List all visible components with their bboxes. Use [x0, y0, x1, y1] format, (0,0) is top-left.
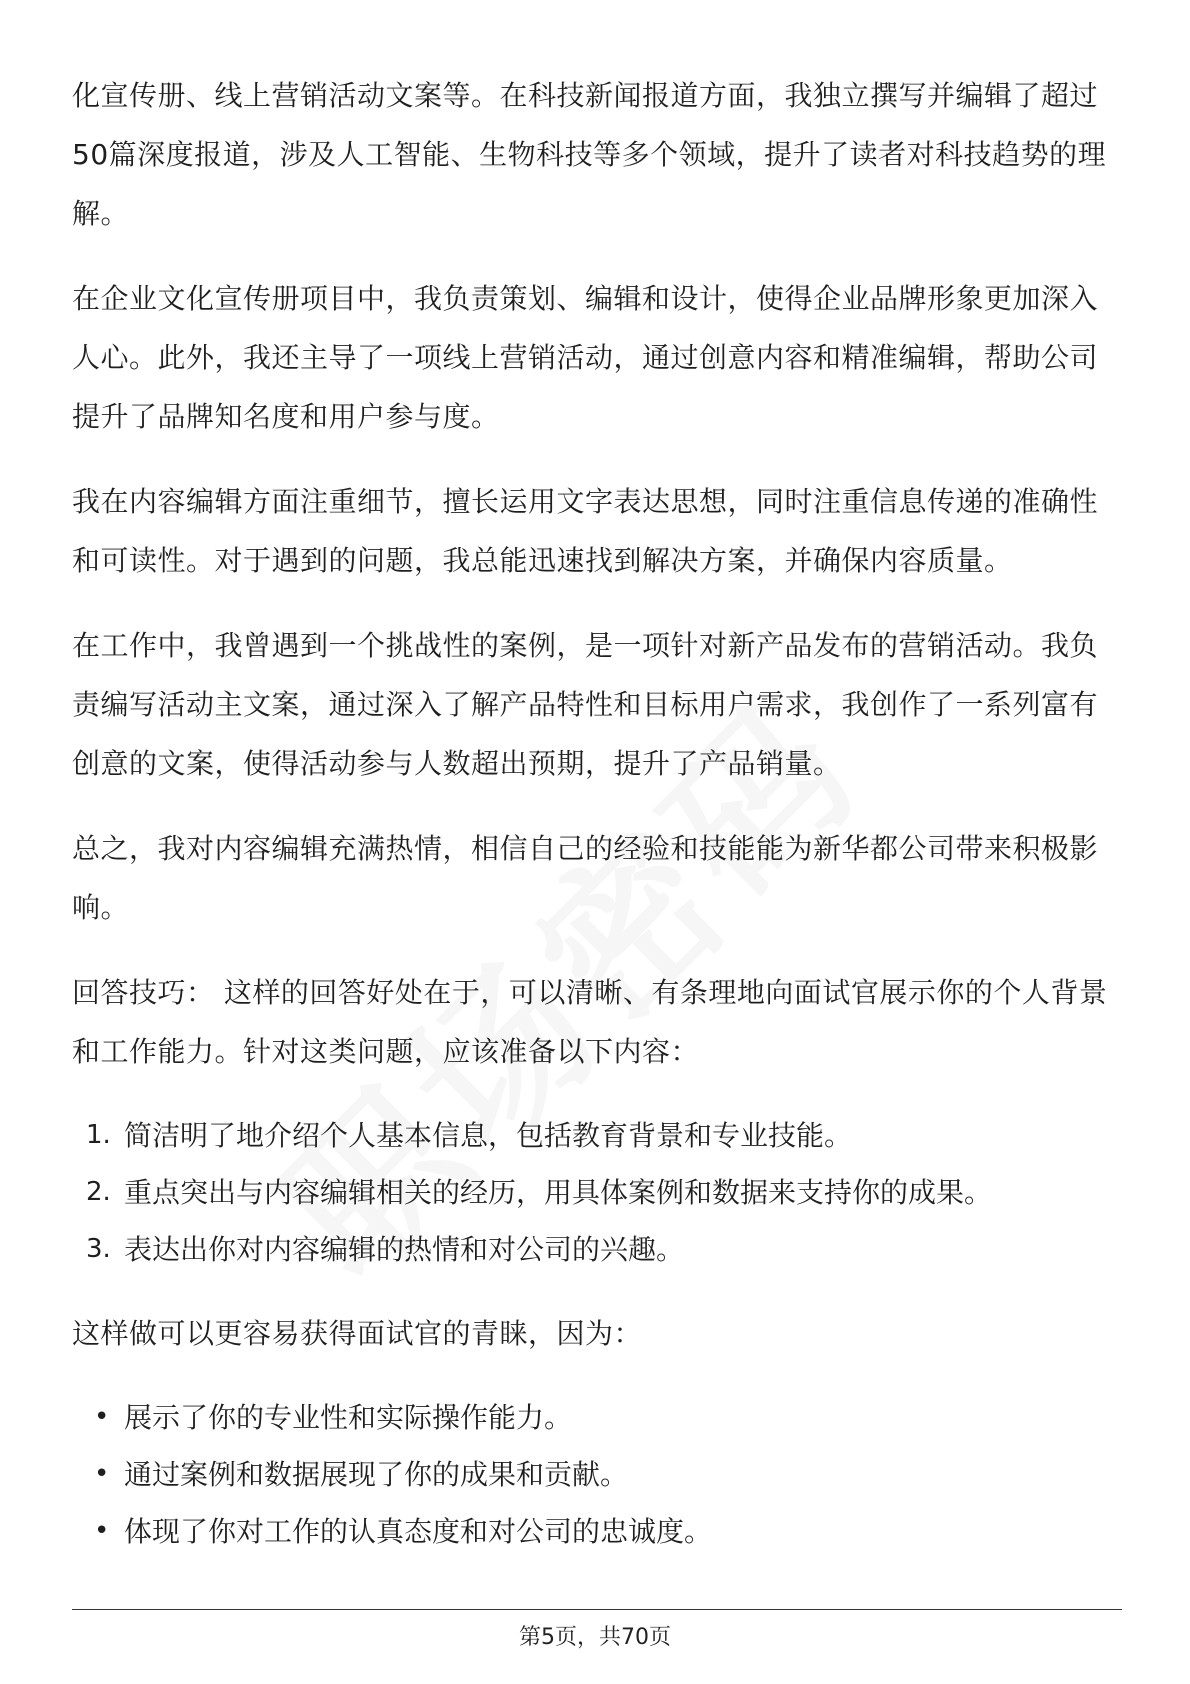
paragraph: 在企业文化宣传册项目中，我负责策划、编辑和设计，使得企业品牌形象更加深入人心。此外，我还主导了一项线上营销活动，通过创意内容和精准编辑，帮助公司提升了品牌知名度和用户参与度。	[72, 282, 1099, 433]
document-body	[72, 66, 1122, 1586]
list-item-text: 简洁明了地介绍个人基本信息，包括教育背景和专业技能。	[124, 1119, 853, 1152]
list-item	[72, 1503, 1122, 1560]
bullet-list	[72, 1389, 1122, 1560]
list-number: 1.	[86, 1120, 111, 1150]
paragraph: 化宣传册、线上营销活动文案等。在科技新闻报道方面，我独立撰写并编辑了超过50篇深度报道，涉及人工智能、生物科技等多个领域，提升了读者对科技趋势的理解。	[72, 79, 1107, 230]
list-item-text: 通过案例和数据展现了你的成果和贡献。	[124, 1458, 629, 1491]
bullet-icon: •	[94, 1459, 110, 1489]
list-item-text: 表达出你对内容编辑的热情和对公司的兴趣。	[124, 1233, 685, 1266]
list-number: 3.	[86, 1234, 111, 1264]
paragraph: 总之，我对内容编辑充满热情，相信自己的经验和技能能为新华都公司带来积极影响。	[72, 832, 1099, 924]
list-item	[72, 1389, 1122, 1446]
list-item-text: 展示了你的专业性和实际操作能力。	[124, 1401, 573, 1434]
numbered-list	[72, 1107, 1122, 1278]
list-item	[72, 1446, 1122, 1503]
list-item-text: 重点突出与内容编辑相关的经历，用具体案例和数据来支持你的成果。	[124, 1176, 993, 1209]
paragraph: 在工作中，我曾遇到一个挑战性的案例，是一项针对新产品发布的营销活动。我负责编写活动主文案，通过深入了解产品特性和目标用户需求，我创作了一系列富有创意的文案，使得活动参与人数超出预期，提升了产品销量。	[72, 629, 1099, 780]
list-item	[72, 1107, 1122, 1164]
footer-divider	[72, 1609, 1122, 1610]
page-number: 第5页，共70页	[519, 1625, 671, 1650]
list-number: 2.	[86, 1177, 111, 1207]
paragraph: 我在内容编辑方面注重细节，擅长运用文字表达思想，同时注重信息传递的准确性和可读性。对于遇到的问题，我总能迅速找到解决方案，并确保内容质量。	[72, 485, 1099, 577]
list-item	[72, 1221, 1122, 1278]
bullet-icon: •	[94, 1516, 110, 1546]
list-item	[72, 1164, 1122, 1221]
bullet-icon: •	[94, 1402, 110, 1432]
list-item-text: 体现了你对工作的认真态度和对公司的忠诚度。	[124, 1515, 713, 1548]
answer-tips-paragraph: 回答技巧： 这样的回答好处在于，可以清晰、有条理地向面试官展示你的个人背景和工作能力。针对这类问题，应该准备以下内容：	[72, 976, 1108, 1068]
summary-intro: 这样做可以更容易获得面试官的青睐，因为：	[72, 1317, 643, 1350]
